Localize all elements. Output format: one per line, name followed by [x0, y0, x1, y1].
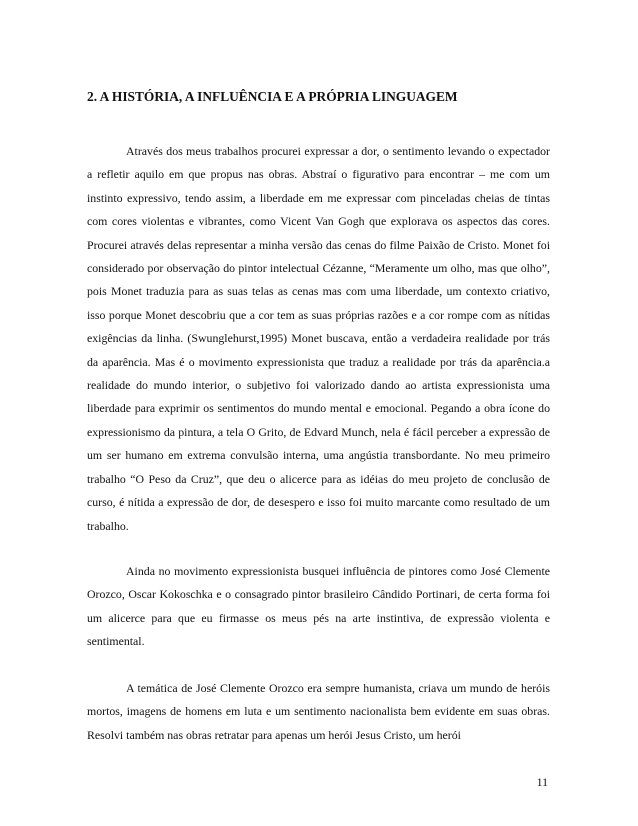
paragraph-expressionist-painters: Ainda no movimento expressionista busquei influência de pintores como José Clemente Orozco, Oscar Kokoschka e o consagrado pintor brasileiro Cândido Portinari, de certa forma foi um alicerce para que eu firmasse os meus pés na arte instintiva, de expressão violenta e sentimental. [87, 564, 550, 649]
paragraph-orozco-theme: A temática de José Clemente Orozco era sempre humanista, criava um mundo de heróis mortos, imagens de homens em luta e um sentimento nacionalista bem evidente em suas obras. Resolvi também nas obras retratar para apenas um herói Jesus Cristo, um herói [87, 681, 550, 742]
page-number: 11 [536, 775, 548, 789]
section-heading: 2. A HISTÓRIA, A INFLUÊNCIA E A PRÓPRIA LINGUAGEM [87, 89, 458, 104]
paragraph-influences-expression: Através dos meus trabalhos procurei expressar a dor, o sentimento levando o expectador a refletir aquilo em que propus nas obras. Abstraí o figurativo para encontrar – me com um instinto expressivo, tendo assim, a liberdade em me expressar com pinceladas cheias de tintas com cores violentas e vibrantes, como Vicent Van Gogh que explorava os aspectos das cores. Procurei através delas representar a minha versão das cenas do filme Paixão de Cristo. Monet foi considerado por observação do pintor intelectual Cézanne, “Meramente um olho, mas que olho”, pois Monet traduzia para as suas telas as cenas mas com uma liberdade, um contexto criativo, isso porque Monet descobriu que a cor tem as suas próprias razões e a cor rompe com as nítidas exigências da linha. (Swunglehurst,1995) Monet buscava, então a verdadeira realidade por trás da aparência. Mas é o movimento expressionista que traduz a realidade por trás da aparência.a realidade do mundo interior, o subjetivo foi valorizado dando ao artista expressionista uma liberdade para exprimir os sentimentos do mundo mental e emocional. Pegando a obra ícone do expressionismo da pintura, a tela O Grito, de Edvard Munch, nela é fácil perceber a expressão de um ser humano em extrema convulsão interna, uma angústia transbordante. No meu primeiro trabalho “O Peso da Cruz”, que deu o alicerce para as idéias do meu projeto de conclusão de curso, é nítida a expressão de dor, de desespero e isso foi muito marcante como resultado de um trabalho. [87, 144, 550, 533]
